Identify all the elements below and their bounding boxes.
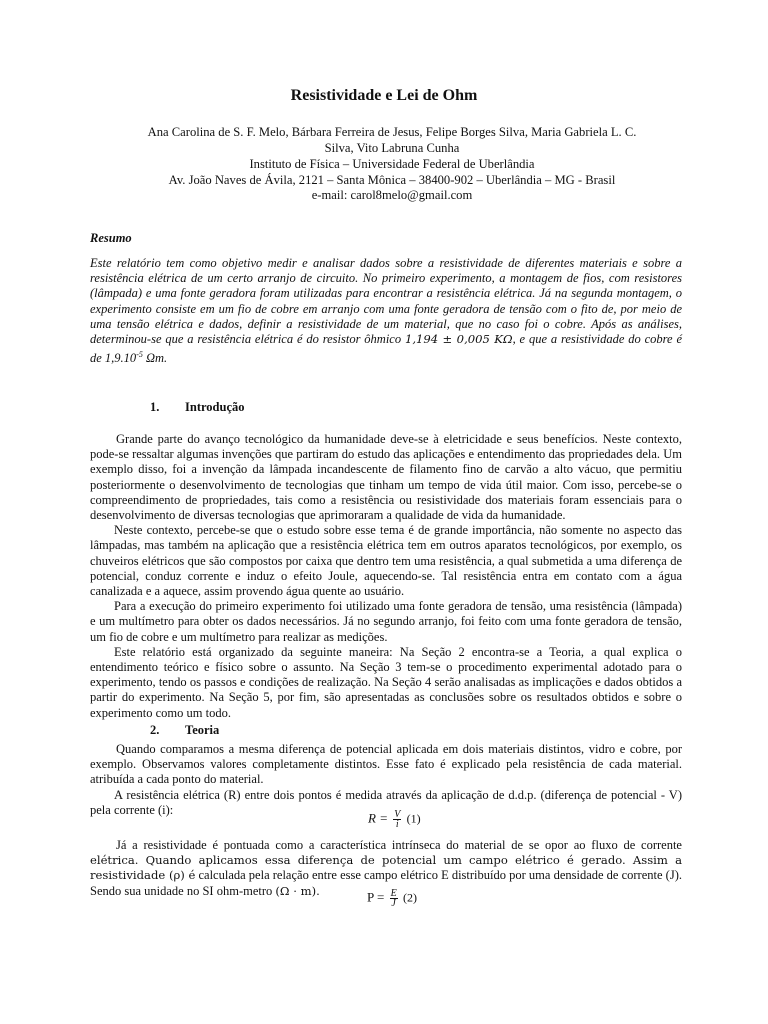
authors-line-2: Silva, Vito Labruna Cunha [324, 141, 460, 155]
paragraph: Para a execução do primeiro experimento foi utilizado uma fonte geradora de tensão, uma resistência (lâmpada) e um multímetro para obter os dados necessários. Já no segundo arranjo, foi feito com uma fonte geradora de tensão, um fio de cobre e um multímetro para realizar as medições. [90, 599, 682, 644]
abstract-heading: Resumo [90, 231, 132, 245]
paragraph: Grande parte do avanço tecnológico da humanidade deve-se à eletricidade e seus benefícios. Neste contexto, pode-se ressaltar algumas invenções que partiram do estudo das aplicações e entendimento das propriedades dela. Um exemplo disso, foi a invenção da lâmpada incandescente de filamento fino de carvão a alto vácuo, que permitiu posteriormente o desenvolvimento de tecnologias que tinham um tempo de vida útil maior. Com isso, percebe-se o compreendimento de propriedades, tais como a resistência ou resistividade dos materiais foram essenciais para o desenvolvimento de diversas tecnologias que aprimoraram a qualidade de vida da humanidade. [90, 432, 682, 523]
formula-1 [368, 810, 421, 829]
paragraph-3-end: calculada pela relação entre esse campo elétrico E distribuído por uma densidade de corrente (J). Sendo sua unidade no SI ohm-metro [90, 868, 682, 898]
abstract-text [90, 256, 682, 367]
formula-1-denominator: i [395, 819, 399, 830]
formula-1-numerator: V [394, 809, 401, 820]
abstract-mid: , e que a resistividade do cobre é de 1,9.10 [90, 332, 682, 366]
institute: Instituto de Física – Universidade Federal de Uberlândia [249, 157, 535, 171]
paragraph-3-start: Já a resistividade é pontuada como a característica intrínseca do material de se opor ao fluxo de corrente [116, 838, 682, 852]
email: e-mail: carol8melo@gmail.com [311, 188, 473, 202]
paragraph: A resistência elétrica (R) entre dois pontos é medida através da aplicação de d.d.p. (diferença de potencial - V) pela corrente (i): [90, 787, 682, 817]
section-1-title: Introdução [185, 400, 245, 414]
abstract-main: Este relatório tem como objetivo medir e analisar dados sobre a resistividade de diferentes materiais e sobre a resistência elétrica de um certo arranjo de circuito. No primeiro experimento, a montagem de fios, com resistores (lâmpada) e uma fonte geradora foram utilizadas para encontrar a resistência elétrica. Já na segunda montagem, o experimento consiste em um fio de cobre em arranjo com uma fonte geradora de tensão com o fito de, por meio de uma tensão elétrica e dados, definir a resistividade de um material, que no caso foi o cobre. Após as análises, determinou-se que a resistência elétrica é do resistor ôhmico [90, 256, 682, 347]
formula-2-label: (2) [402, 890, 417, 905]
exponent: -5 [136, 350, 143, 360]
section-2-number: 2. [150, 723, 160, 737]
paragraph: Quando comparamos a mesma diferença de potencial aplicada em dois materiais distintos, vidro e cobre, por exemplo. Observamos valores completamente distintos. Esse fato é explicado pela resistência de cada material. atribuída a cada ponto do material. [90, 742, 682, 787]
formula-1-label: (1) [406, 811, 421, 826]
resistance-value: 1,194 ± 0,005 KΩ [404, 332, 513, 347]
section-1-number: 1. [150, 400, 160, 414]
section-1-body [90, 432, 682, 721]
formula-2 [367, 889, 417, 908]
paragraph: Neste contexto, percebe-se que o estudo sobre esse tema é de grande importância, não somente no aspecto das lâmpadas, mas também na aplicação que a resistência elétrica tem em outros aparatos tecnológicos, por exemplo, os chuveiros elétricos que são compostos por caixa que dentro tem uma resistência, a qual submetida a uma diferença de potencial, conduz corrente e induz o efeito Joule, aquecendo-se. Tal resistência entra em contato com a água canalizada e a aquece, assim provendo água quente ao usuário. [90, 523, 682, 599]
paragraph-3-math: elétrica. Quando aplicamos essa diferença de potencial um campo elétrico é gerado. Assim a resistividade (ρ) é [90, 853, 682, 883]
address: Av. João Naves de Ávila, 2121 – Santa Mônica – 38400-902 – Uberlândia – MG - Brasil [168, 173, 616, 187]
formula-2-numerator: E [390, 888, 397, 899]
formula-2-lhs: P = [367, 889, 385, 905]
section-2-title: Teoria [185, 723, 220, 737]
paragraph: Este relatório está organizado da seguinte maneira: Na Seção 2 encontra-se a Teoria, a qual explica o entendimento teórico e físico sobre o assunto. Na Seção 3 tem-se o procedimento experimental adotado para o experimento, tendo os passos e condições de realização. Na Seção 4 serão analisadas as implicações e dados obtidos a partir do experimento. Na Seção 5, por fim, são apresentadas as conclusões sobre os resultados obtidos e sobre o experimento como um todo. [90, 644, 682, 720]
formula-1-lhs: R = [368, 810, 388, 826]
formula-2-denominator: J [391, 898, 396, 909]
section-2-body-a [90, 742, 682, 818]
paragraph-3-unit: (Ω · m). [275, 883, 320, 898]
authors-line-1: Ana Carolina de S. F. Melo, Bárbara Ferreira de Jesus, Felipe Borges Silva, Maria Gabriela L. C. [147, 125, 637, 139]
paper-title: Resistividade e Lei de Ohm [290, 87, 478, 104]
abstract-unit: Ωm. [142, 351, 168, 366]
formula-2-fraction [390, 889, 398, 908]
formula-1-fraction [393, 810, 401, 829]
